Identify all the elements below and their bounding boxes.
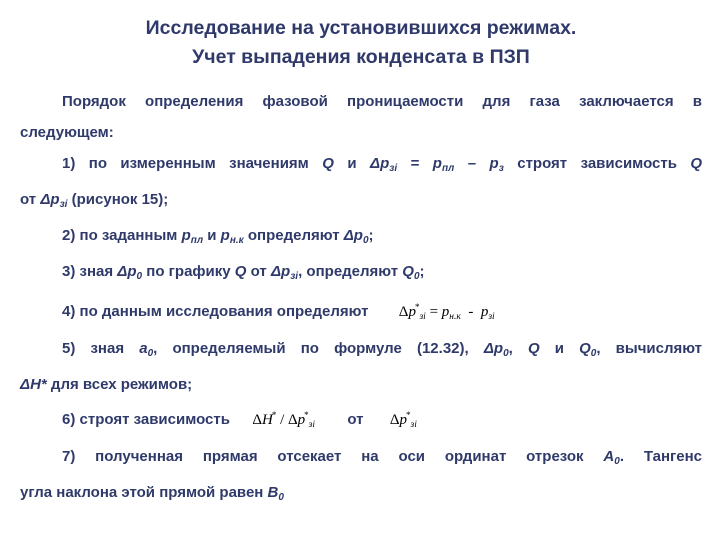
step-2-line — [20, 220, 702, 256]
var-H-star: H* — [30, 376, 47, 393]
step-3-line — [20, 256, 702, 292]
subscript-0: 0 — [147, 348, 154, 359]
subscript-nk: н.к — [449, 312, 461, 322]
subscript-z: з — [498, 163, 504, 174]
conj-and: и — [554, 340, 564, 357]
step-5-line-2 — [20, 369, 702, 400]
intro-line-1: Порядок определения фазовой проницаемости для газа заключается в — [62, 93, 702, 110]
delta-symbol: Δ — [389, 412, 400, 428]
Q0 — [579, 340, 596, 357]
superscript-star: * — [405, 410, 411, 420]
step-1 — [20, 148, 702, 220]
step-1-text-b: строят зависимость — [517, 155, 677, 172]
step-7 — [20, 441, 702, 513]
delta-p-zi — [370, 155, 397, 172]
subscript-zi: зi — [59, 199, 68, 210]
step-3 — [20, 256, 702, 292]
delta-symbol: Δ — [398, 304, 409, 320]
step-3-text: 3) зная — [62, 263, 114, 280]
step-5-text: 5) зная — [62, 340, 125, 357]
var-a: a — [139, 340, 148, 357]
formula-delta-p-zi-star — [399, 304, 495, 320]
delta-symbol: Δ — [20, 376, 31, 393]
var-p: p — [493, 340, 504, 357]
var-Q: Q — [690, 155, 703, 172]
var-Q: Q — [579, 340, 591, 357]
var-p: p — [353, 227, 363, 244]
delta-p0 — [344, 227, 369, 244]
var-p: p — [432, 155, 442, 172]
A0 — [603, 448, 619, 465]
a0 — [139, 340, 153, 357]
delta-p-zi — [40, 191, 67, 208]
step-6 — [20, 400, 702, 441]
minus-sign: - — [468, 304, 474, 320]
equals-sign: = — [410, 155, 420, 172]
var-p: p — [127, 263, 137, 280]
step-1-text-c: (рисунок 15); — [71, 191, 169, 208]
Q0 — [402, 263, 419, 280]
step-2 — [20, 220, 702, 256]
p-z — [490, 155, 504, 172]
semicolon: ; — [419, 263, 425, 280]
subscript-0: 0 — [503, 348, 509, 359]
var-Q: Q — [322, 155, 334, 172]
title-line-1: Исследование на установившихся режимах. — [145, 17, 577, 39]
subscript-pl: пл — [190, 235, 204, 246]
delta-p-zi — [271, 263, 298, 280]
semicolon: ; — [368, 227, 374, 244]
delta-symbol: Δ — [343, 227, 354, 244]
step-3-text-c: , определяют — [298, 263, 399, 280]
var-A: A — [603, 448, 615, 465]
step-4-line — [20, 292, 702, 333]
step-5-text-b: , определяемый по формуле (12.32), — [153, 340, 469, 357]
slash: / — [280, 412, 285, 428]
delta-symbol: Δ — [117, 263, 128, 280]
var-p: p — [408, 304, 416, 320]
var-B: B — [267, 484, 279, 501]
word-ot: от — [250, 263, 267, 280]
delta-p0 — [117, 263, 142, 280]
var-H: H — [261, 412, 273, 428]
step-5 — [20, 333, 702, 400]
var-p: p — [489, 155, 499, 172]
step-7-line-1 — [20, 441, 702, 477]
step-2-text: 2) по заданным — [62, 227, 178, 244]
step-4-text: 4) по данным исследования определяют — [62, 303, 369, 320]
delta-symbol: Δ — [370, 155, 381, 172]
step-1-line-2 — [20, 184, 702, 220]
var-Q: Q — [402, 263, 414, 280]
step-1-line-1 — [20, 148, 702, 184]
subscript-zi: зi — [389, 163, 398, 174]
subscript-zi: зi — [419, 312, 426, 322]
var-p: p — [441, 304, 450, 320]
subscript-0: 0 — [362, 235, 369, 246]
var-p: p — [220, 227, 230, 244]
subscript-pl: пл — [441, 163, 455, 174]
title-block — [20, 0, 702, 72]
subscript-0: 0 — [413, 271, 420, 282]
subscript-zi: зi — [488, 312, 495, 322]
subscript-0: 0 — [614, 456, 620, 467]
step-7-line-2 — [20, 477, 702, 513]
word-ot: от — [347, 411, 364, 428]
var-Q: Q — [527, 340, 540, 357]
var-p: p — [399, 412, 407, 428]
p-pl — [433, 155, 455, 172]
delta-symbol: Δ — [40, 191, 51, 208]
var-p: p — [181, 227, 191, 244]
step-7-text-c: угла наклона этой прямой равен — [20, 484, 264, 501]
delta-H-star — [20, 376, 47, 393]
minus-sign: – — [467, 155, 477, 172]
subscript-nk: н.к — [229, 235, 244, 246]
delta-p0 — [484, 340, 509, 357]
intro-line-2: следующем: — [20, 124, 114, 141]
delta-symbol: Δ — [252, 412, 262, 428]
subscript-zi: зi — [308, 420, 315, 430]
subscript-0: 0 — [278, 492, 284, 503]
body-text — [20, 86, 702, 513]
word-ot: от — [20, 191, 37, 208]
conj-and: и — [347, 155, 357, 172]
superscript-star: * — [414, 302, 420, 312]
subscript-zi: зi — [410, 420, 417, 430]
var-p: p — [297, 412, 306, 428]
p-nk — [221, 227, 244, 244]
delta-symbol: Δ — [483, 340, 494, 357]
step-7-text: 7) полученная прямая отсекает на оси ординат отрезок — [62, 448, 584, 465]
step-6-text: 6) строят зависимость — [62, 411, 230, 428]
step-5-text-e: для всех режимов; — [50, 376, 193, 393]
step-4 — [20, 292, 702, 333]
title-line-2: Учет выпадения конденсата в ПЗП — [192, 46, 530, 68]
subscript-0: 0 — [590, 348, 597, 359]
intro-paragraph — [20, 86, 702, 148]
superscript-star: * — [271, 410, 277, 420]
formula-delta-H-over-delta-p — [252, 412, 315, 428]
B0 — [268, 484, 284, 501]
step-3-text-b: по графику — [146, 263, 231, 280]
step-6-line — [20, 400, 702, 441]
formula-delta-p-zi-star — [390, 412, 417, 428]
p-pl — [182, 227, 204, 244]
conj-and: и — [207, 227, 217, 244]
equals-sign: = — [429, 304, 439, 320]
subscript-0: 0 — [136, 271, 143, 282]
step-2-text-b: определяют — [247, 227, 340, 244]
subscript-zi: зi — [290, 271, 299, 282]
step-5-text-d: , вычисляют — [596, 340, 703, 357]
delta-symbol: Δ — [270, 263, 282, 280]
delta-symbol: Δ — [287, 412, 298, 428]
var-Q: Q — [234, 263, 247, 280]
var-p: p — [50, 191, 60, 208]
var-p: p — [480, 304, 489, 320]
comma: , — [508, 340, 513, 357]
step-7-text-b: . Тангенс — [619, 448, 703, 465]
superscript-star: * — [304, 410, 309, 420]
var-p: p — [281, 263, 291, 280]
var-p: p — [380, 155, 390, 172]
step-5-line-1 — [20, 333, 702, 369]
step-1-text: 1) по измеренным значениям — [62, 155, 309, 172]
